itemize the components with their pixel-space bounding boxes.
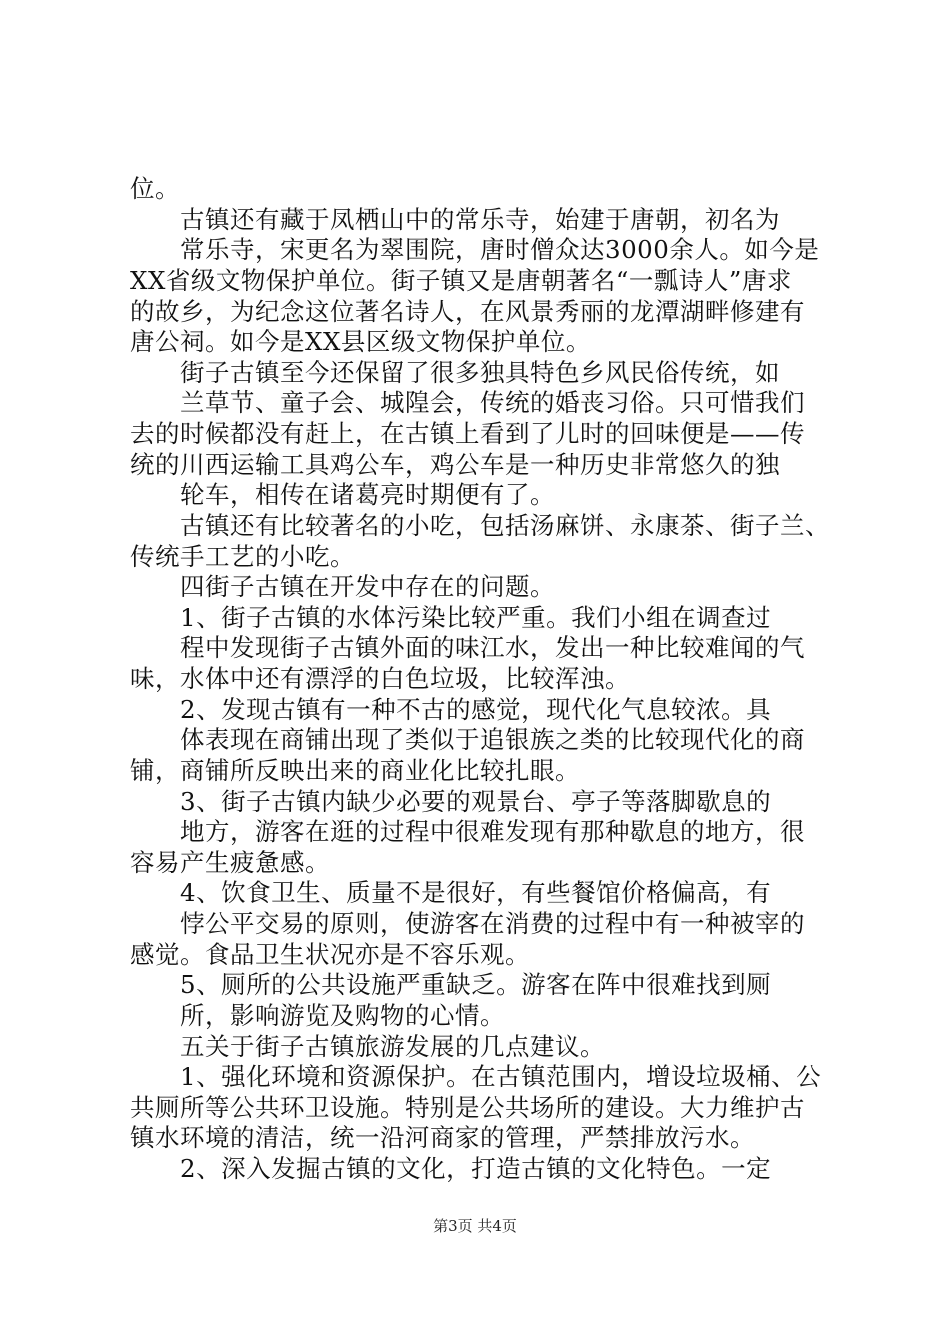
text-line: 共厕所等公共环卫设施。特别是公共场所的建设。大力维护古 (130, 1093, 805, 1122)
text-line: 1、街子古镇的水体污染比较严重。我们小组在调查过 (180, 603, 772, 632)
text-line: 2、深入发掘古镇的文化，打造古镇的文化特色。一定 (180, 1154, 772, 1183)
text-line: 古镇还有比较著名的小吃，包括汤麻饼、永康茶、街子兰、 (180, 511, 830, 540)
text-line: 去的时候都没有赶上，在古镇上看到了儿时的回味便是——传 (130, 419, 805, 448)
text-line: 镇水环境的清洁，统一沿河商家的管理，严禁排放污水。 (130, 1123, 755, 1152)
text-line: 街子古镇至今还保留了很多独具特色乡风民俗传统，如 (180, 358, 780, 387)
text-line: 兰草节、童子会、城隍会，传统的婚丧习俗。只可惜我们 (180, 388, 805, 417)
text-line: 传统手工艺的小吃。 (130, 542, 355, 571)
text-line: 容易产生疲惫感。 (130, 848, 330, 877)
text-line: 5、厕所的公共设施严重缺乏。游客在阵中很难找到厕 (180, 970, 772, 999)
text-line: 古镇还有藏于凤栖山中的常乐寺，始建于唐朝，初名为 (180, 205, 780, 234)
text-line: 铺，商铺所反映出来的商业化比较扎眼。 (130, 756, 580, 785)
text-line: 4、饮食卫生、质量不是很好，有些餐馆价格偏高，有 (180, 878, 772, 907)
text-line: 的故乡，为纪念这位著名诗人，在风景秀丽的龙潭湖畔修建有 (130, 297, 805, 326)
text-line: 体表现在商铺出现了类似于追银族之类的比较现代化的商 (180, 725, 805, 754)
text-line: 位。 (130, 174, 180, 203)
text-line: 统的川西运输工具鸡公车，鸡公车是一种历史非常悠久的独 (130, 450, 780, 479)
section-heading: 四街子古镇在开发中存在的问题。 (180, 572, 555, 601)
text-line: 悖公平交易的原则，使游客在消费的过程中有一种被宰的 (180, 909, 805, 938)
text-line: 所，影响游览及购物的心情。 (180, 1001, 505, 1030)
text-line: 常乐寺，宋更名为翠围院，唐时僧众达3000余人。如今是 (180, 235, 820, 264)
text-line: 地方，游客在逛的过程中很难发现有那种歇息的地方，很 (180, 817, 805, 846)
text-line: 程中发现街子古镇外面的味江水，发出一种比较难闻的气 (180, 633, 805, 662)
text-line: 1、强化环境和资源保护。在古镇范围内，增设垃圾桶、公 (180, 1062, 822, 1091)
section-heading: 五关于街子古镇旅游发展的几点建议。 (180, 1032, 605, 1061)
text-line: 轮车，相传在诸葛亮时期便有了。 (180, 480, 555, 509)
text-line: 3、街子古镇内缺少必要的观景台、亭子等落脚歇息的 (180, 787, 772, 816)
text-line: 味，水体中还有漂浮的白色垃圾，比较浑浊。 (130, 664, 630, 693)
text-line: 唐公祠。如今是XX县区级文物保护单位。 (130, 327, 591, 356)
text-line: XX省级文物保护单位。街子镇又是唐朝著名“一瓢诗人”唐求 (130, 266, 792, 295)
page-footer: 第3页 共4页 (433, 1217, 517, 1235)
text-line: 感觉。食品卫生状况亦是不容乐观。 (130, 940, 530, 969)
text-line: 2、发现古镇有一种不古的感觉，现代化气息较浓。具 (180, 695, 772, 724)
